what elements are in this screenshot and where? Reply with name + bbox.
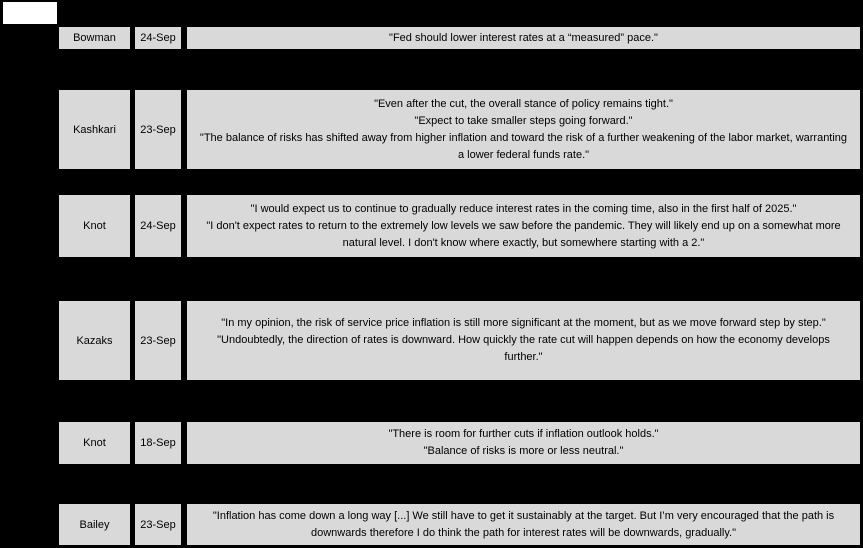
quote-line: "I would expect us to continue to gradually reduce interest rates in the coming time, also in the first half of 2025." — [250, 202, 797, 215]
quote-cell — [186, 503, 861, 546]
speaker-name-cell: Kashkari — [58, 89, 131, 170]
quote-line: "In my opinion, the risk of service price inflation is still more significant at the moment, but as we move forward step by step." — [221, 317, 826, 329]
date-cell: 24-Sep — [134, 194, 182, 258]
date-cell: 24-Sep — [134, 26, 182, 50]
speaker-name-cell: Knot — [58, 421, 131, 465]
date-cell: 18-Sep — [134, 421, 182, 465]
quote-line: "Undoubtedly, the direction of rates is downward. How quickly the rate cut will happen depends on how the economy develops further." — [217, 334, 830, 363]
quote-line: "There is room for further cuts if inflation outlook holds." — [388, 428, 659, 440]
quote-cell — [186, 89, 861, 170]
quote-cell — [186, 421, 861, 465]
speaker-name-cell: Kazaks — [58, 300, 131, 381]
speaker-name-cell: Knot — [58, 194, 131, 258]
quote-line: "I don't expect rates to return to the extremely low levels we saw before the pandemic. They will likely end up on a somewhat more natural level. I don't know where exactly, but somewhere starting with a 2." — [206, 219, 841, 249]
table-row — [0, 300, 863, 381]
quote-line: "Balance of risks is more or less neutral." — [423, 445, 624, 457]
quote-line: "Inflation has come down a long way [...] We still have to get it sustainably at the target. But I’m very encouraged that the path is downwards therefore I do think the path for interest rates will be downwards, gradually." — [212, 509, 835, 539]
quote-cell — [186, 194, 861, 258]
quote-cell — [186, 300, 861, 381]
table-row — [0, 26, 863, 50]
table-row — [0, 194, 863, 258]
table-row — [0, 503, 863, 546]
table-row — [0, 89, 863, 170]
table-row — [0, 421, 863, 465]
quote-line: "The balance of risks has shifted away from higher inflation and toward the risk of a further weakening of the labor market, warranting a lower federal funds rate." — [199, 131, 848, 161]
quote-line: "Fed should lower interest rates at a “measured” pace." — [389, 31, 658, 44]
speaker-name-cell: Bowman — [58, 26, 131, 50]
date-cell: 23-Sep — [134, 89, 182, 170]
speaker-name-cell: Bailey — [58, 503, 131, 546]
quote-cell — [186, 26, 861, 50]
date-cell: 23-Sep — [134, 503, 182, 546]
quote-line: "Expect to take smaller steps going forward." — [414, 114, 633, 127]
date-cell: 23-Sep — [134, 300, 182, 381]
quote-line: "Even after the cut, the overall stance of policy remains tight." — [374, 97, 673, 110]
blank-header-box — [3, 2, 57, 24]
